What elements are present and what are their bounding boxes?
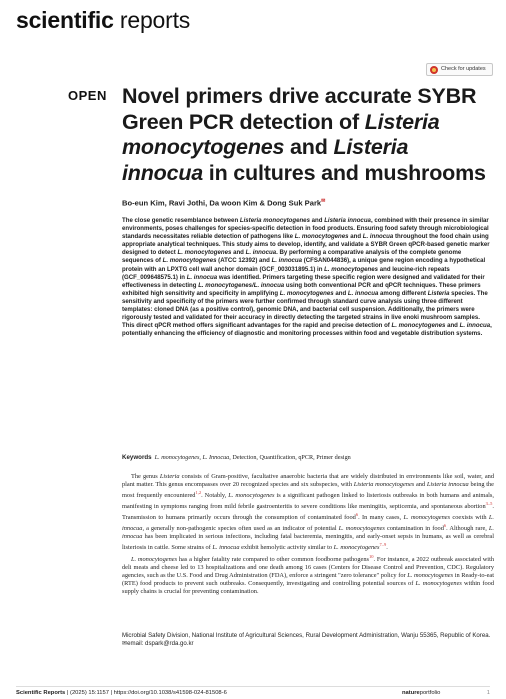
page-footer <box>16 688 490 698</box>
body-text <box>122 473 494 596</box>
keywords-label: Keywords <box>122 454 152 461</box>
mail-icon: ✉ <box>122 640 128 648</box>
check-updates-label: Check for updates <box>441 66 486 72</box>
reference-link[interactable]: 6 <box>443 522 447 528</box>
article-title: Novel primers drive accurate SYBR Green PCR detection of Listeria monocytogenes and Listeria innocua in cultures and mushrooms <box>122 84 486 185</box>
page-number: 1 <box>486 690 490 696</box>
reference-link[interactable]: 6 <box>355 511 359 517</box>
journal-name: scientific reports <box>16 7 191 33</box>
reference-link[interactable]: 3–5 <box>485 500 493 506</box>
publisher-logo: natureportfolio <box>402 690 441 696</box>
check-for-updates-button[interactable] <box>426 63 493 76</box>
open-access-label: OPEN <box>68 88 107 103</box>
reference-link[interactable]: 10 <box>368 553 374 559</box>
reference-link[interactable]: 1,2 <box>195 489 202 495</box>
abstract: The close genetic resemblance between Listeria monocytogenes and Listeria innocua, combined with their presence in similar environments, poses challenges for species-specific detection in food products. Ensuring food safety through microbiological standards necessitates reliable detection of pathogens like L. monocytogenes and L. innocua throughout the food chain using appropriate analytical techniques. This study aims to develop, identify, and validate a SYBR Green qPCR-based genetic marker designed to detect L. monocytogenes and L. innocua. By performing a comparative analysis of the complete genome sequences of L. monocytogenes (ATCC 12392) and L. innocua (CFSAN044836), a unique gene region encoding a hypothetical protein with an LPXTG cell wall anchor domain (GCF_003031895.1) in L. monocytogenes and leucine-rich repeats (GCF_009648575.1) in L. innocua was identified. Primers targeting these specific region were designed and validated for their effectiveness in detecting L. monocytogenes/L. innocua using both conventional PCR and qPCR techniques. These primers exhibited high sensitivity and specificity in amplifying L. monocytogenes and L. innocua among different Listeria species. The sensitivity and specificity of the primers were further confirmed through standard curve analysis using three different templates: cloned DNA (as a positive control), genomic DNA, and bacterial cell suspension. Additionally, the primers were rigorously tested and validated for their accuracy in directly detecting the targeted strains in live enoki mushroom samples. This direct qPCR method offers significant advantages for the rapid and precise detection of L. monocytogenes and L. innocua, potentially enhancing the efficiency of diagnostic and monitoring processes within food and vegetable distribution systems. <box>122 217 492 338</box>
footer-citation: Scientific Reports | (2025) 15:1157 | https://doi.org/10.1038/s41598-024-81508-6 <box>16 690 227 696</box>
footer-divider <box>16 686 490 687</box>
body-paragraph: L. monocytogenes has a higher fatality rate compared to other common foodborne pathogens$^{10}$. For instance, a 2022 outbreak associated with deli meats and cheese led to 13 hospitalizations and one death among 16 cases (Centers for Disease Control and Prevention, CDC). Regulatory agencies, such as the U.S. Food and Drug Administration (FDA), enforce a stringent "zero tolerance" policy for L. monocytogenes in Ready-to-eat (RTE) food products to prevent such outbreaks. Consequently, investigating and controlling potential sources of L. monocytogenes within food supply chains is crucial for preventing contamination. <box>122 553 495 595</box>
doi-link[interactable]: https://doi.org/10.1038/s41598-024-81508-6 <box>113 690 227 696</box>
body-paragraph: The genus Listeria consists of Gram-positive, facultative anaerobic bacteria that are widely distributed in environments like soil, water, and plant matter. This genus encompasses over 20 recognized species and six subspecies, with Listeria monocytogenes and Listeria innocua being the most frequently encountered$^{1,2}$. Notably, L. monocytogenes is a significant pathogen linked to listeriosis outbreaks in both humans and animals, manifesting in symptoms ranging from mild febrile gastroenteritis to severe conditions like meningitis, septicemia, and spontaneous abortion$^{3-5}$. Transmission to humans primarily occurs through the consumption of contaminated food$^6$. In many cases, L. monocytogenes coexists with L. innocua, a generally non-pathogenic species often used as an indicator of potential L. monocytogenes contamination in food$^6$. Although rare, L. innocua has been implicated in serious infections, including fatal bacteremia, meningitis, and early-onset sepsis in humans, as well as cerebral listeriosis in cattle. Some strains of L. innocua exhibit hemolytic activity similar to L. monocytogenes$^{7-9}$. <box>122 473 495 551</box>
corresponding-email[interactable]: email: dspark@rda.go.kr <box>127 640 194 648</box>
reference-link[interactable]: 7–9 <box>379 541 387 547</box>
author-list: Bo-eun Kim, Ravi Jothi, Da woon Kim & Dong Suk Park✉ <box>122 198 326 208</box>
crossmark-icon <box>430 66 438 74</box>
journal-header <box>16 6 490 36</box>
corresponding-author-mail-icon: ✉ <box>321 198 326 204</box>
affiliation: Microbial Safety Division, National Institute of Agricultural Sciences, Rural Development Administration, Wanju 55365, Republic of Korea. ✉email: dspark@rda.go.kr <box>122 632 491 648</box>
keywords: Keywords L. monocytogenes, L. Innocua, Detection, Quantification, qPCR, Primer design <box>122 454 351 461</box>
